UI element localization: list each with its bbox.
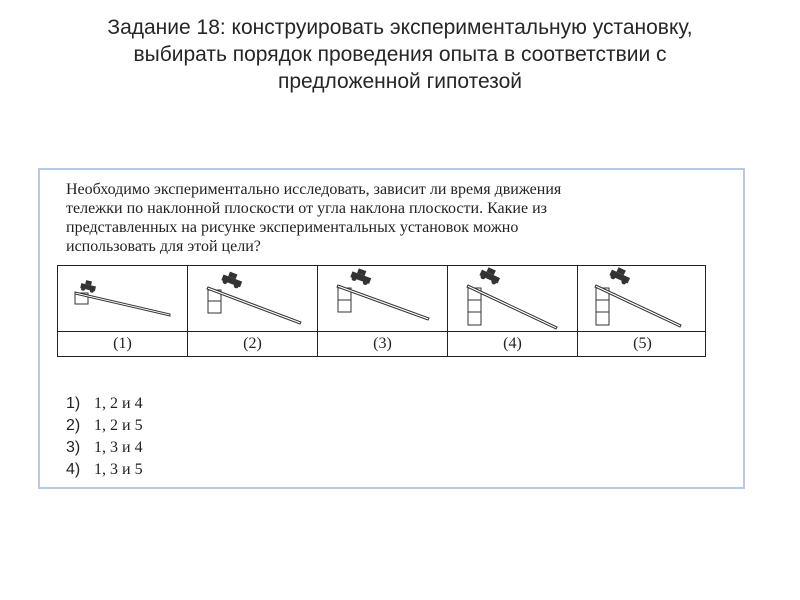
answer-text: 1, 2 и 5 bbox=[94, 417, 143, 434]
setup-2-label: (2) bbox=[243, 335, 262, 352]
question-line-3: представленных на рисунке экспериментальных установок можно bbox=[66, 219, 519, 236]
answer-options bbox=[66, 393, 143, 481]
setup-5-figure bbox=[578, 267, 706, 330]
setup-2-cart-icon bbox=[220, 270, 244, 290]
answer-option-1[interactable] bbox=[66, 393, 143, 415]
answer-number: 4) bbox=[66, 461, 81, 478]
setups-table bbox=[57, 265, 706, 357]
setup-3-label: (3) bbox=[373, 335, 392, 352]
setup-3-cart-icon bbox=[349, 267, 372, 286]
setup-4-figure bbox=[448, 267, 576, 330]
setup-4-block bbox=[468, 300, 481, 312]
answer-text: 1, 2 и 4 bbox=[94, 395, 143, 412]
setup-5-label: (5) bbox=[633, 335, 652, 352]
title-line-2: выбирать порядок проведения опыта в соответствии с bbox=[133, 43, 667, 66]
question-line-1: Необходимо экспериментально исследовать, зависит ли время движения bbox=[66, 181, 562, 198]
setup-1-diagram bbox=[58, 267, 186, 330]
setup-2-diagram bbox=[188, 267, 316, 330]
slide-title bbox=[40, 14, 760, 95]
setup-1-label: (1) bbox=[113, 335, 132, 352]
answer-text: 1, 3 и 5 bbox=[94, 461, 143, 478]
setup-1-ramp bbox=[75, 292, 170, 316]
answer-number: 1) bbox=[66, 395, 81, 412]
setup-3-figure bbox=[318, 267, 446, 330]
task-panel bbox=[38, 168, 745, 489]
answer-option-4[interactable] bbox=[66, 459, 143, 481]
setup-3-block bbox=[338, 300, 351, 312]
answer-option-3[interactable] bbox=[66, 437, 143, 459]
question-line-4: использовать для этой цели? bbox=[66, 238, 261, 255]
setup-3-diagram bbox=[318, 267, 446, 330]
setup-5-cart-icon bbox=[608, 267, 632, 286]
answer-text: 1, 3 и 4 bbox=[94, 439, 143, 456]
setup-1-figure bbox=[58, 267, 186, 330]
answer-number: 3) bbox=[66, 439, 81, 456]
setup-4-block bbox=[468, 312, 481, 325]
setup-4-label: (4) bbox=[503, 335, 522, 352]
setup-2-figure bbox=[188, 267, 316, 330]
table-divider bbox=[58, 331, 705, 332]
setup-5-block bbox=[596, 312, 609, 325]
setup-2-block bbox=[208, 301, 221, 313]
answer-number: 2) bbox=[66, 417, 81, 434]
title-line-3: предложенной гипотезой bbox=[277, 70, 522, 93]
setup-5-block bbox=[596, 300, 609, 312]
setup-4-cart-icon bbox=[478, 267, 502, 286]
setup-1-cart-icon bbox=[80, 279, 97, 293]
question-text bbox=[66, 180, 706, 256]
question-line-2: тележки по наклонной плоскости от угла наклона плоскости. Какие из bbox=[66, 200, 547, 217]
setup-5-diagram bbox=[578, 267, 706, 330]
answer-option-2[interactable] bbox=[66, 415, 143, 437]
title-line-1: Задание 18: конструировать экспериментальную установку, bbox=[107, 16, 693, 39]
setup-4-diagram bbox=[448, 267, 576, 330]
